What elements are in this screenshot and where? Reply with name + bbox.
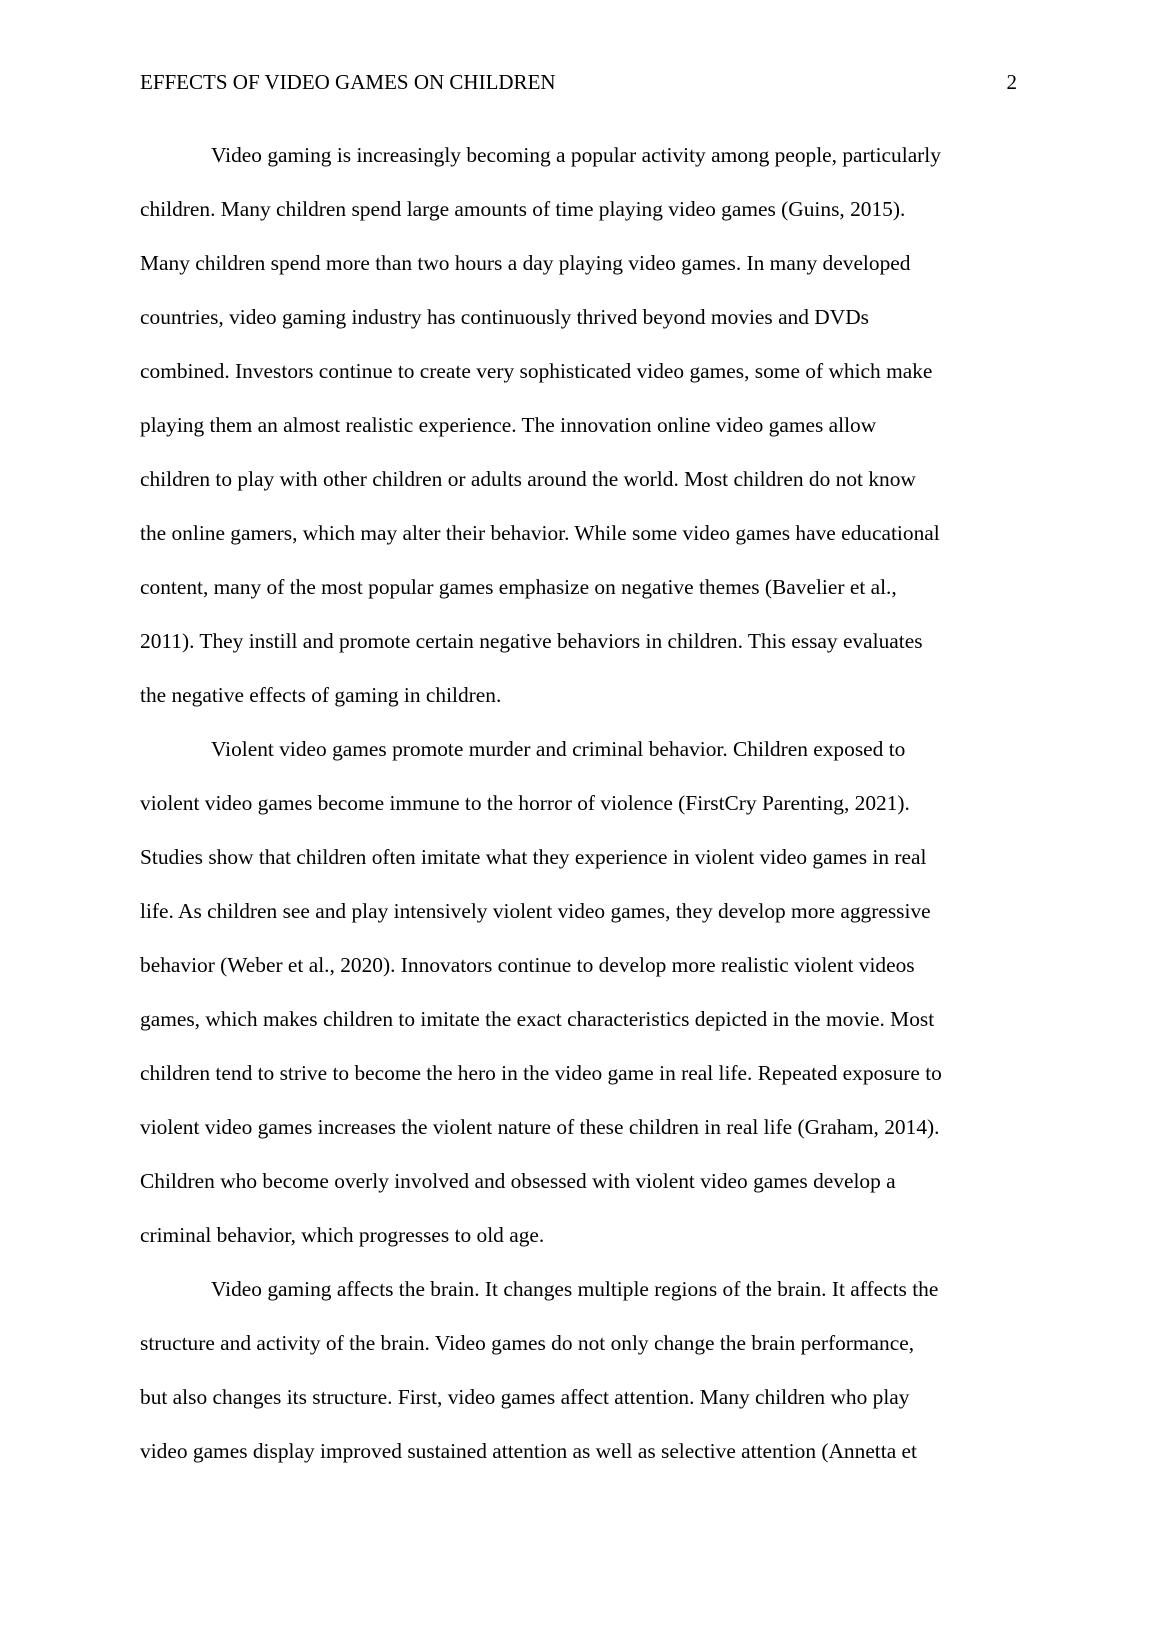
text-line: Violent video games promote murder and criminal behavior. Children exposed to	[211, 737, 906, 761]
text-line: the online gamers, which may alter their behavior. While some video games have educational	[140, 521, 940, 545]
text-line: criminal behavior, which progresses to old age.	[140, 1223, 545, 1247]
text-line: children. Many children spend large amounts of time playing video games (Guins, 2015).	[140, 197, 906, 221]
text-line: Video gaming is increasingly becoming a popular activity among people, particularly	[211, 143, 941, 167]
body-text	[140, 137, 1020, 1487]
text-line: children to play with other children or adults around the world. Most children do not know	[140, 467, 916, 491]
text-line: the negative effects of gaming in children.	[140, 683, 502, 707]
text-line: but also changes its structure. First, video games affect attention. Many children who play	[140, 1385, 910, 1409]
paragraph-1	[140, 137, 1020, 731]
text-line: video games display improved sustained attention as well as selective attention (Annetta et	[140, 1439, 917, 1463]
text-line: violent video games become immune to the horror of violence (FirstCry Parenting, 2021).	[140, 791, 910, 815]
text-line: Children who become overly involved and obsessed with violent video games develop a	[140, 1169, 896, 1193]
text-line: Studies show that children often imitate what they experience in violent video games in real	[140, 845, 927, 869]
text-line: combined. Investors continue to create very sophisticated video games, some of which make	[140, 359, 933, 383]
text-line: children tend to strive to become the hero in the video game in real life. Repeated exposure to	[140, 1061, 942, 1085]
paragraph-2	[140, 731, 1020, 1271]
text-line: behavior (Weber et al., 2020). Innovators continue to develop more realistic violent videos	[140, 953, 915, 977]
text-line: Video gaming affects the brain. It changes multiple regions of the brain. It affects the	[211, 1277, 939, 1301]
text-line: playing them an almost realistic experience. The innovation online video games allow	[140, 413, 877, 437]
text-line: Many children spend more than two hours a day playing video games. In many developed	[140, 251, 911, 275]
text-line: games, which makes children to imitate the exact characteristics depicted in the movie. Most	[140, 1007, 935, 1031]
text-line: life. As children see and play intensively violent video games, they develop more aggressive	[140, 899, 931, 923]
text-line: 2011). They instill and promote certain negative behaviors in children. This essay evaluates	[140, 629, 923, 653]
text-line: countries, video gaming industry has continuously thrived beyond movies and DVDs	[140, 305, 869, 329]
page-number: 2	[1006, 70, 1017, 94]
text-line: violent video games increases the violent nature of these children in real life (Graham, 2014).	[140, 1115, 940, 1139]
text-line: structure and activity of the brain. Video games do not only change the brain performance,	[140, 1331, 915, 1355]
running-head: EFFECTS OF VIDEO GAMES ON CHILDREN	[140, 70, 556, 94]
paragraph-3	[140, 1271, 1020, 1487]
text-line: content, many of the most popular games emphasize on negative themes (Bavelier et al.,	[140, 575, 897, 599]
